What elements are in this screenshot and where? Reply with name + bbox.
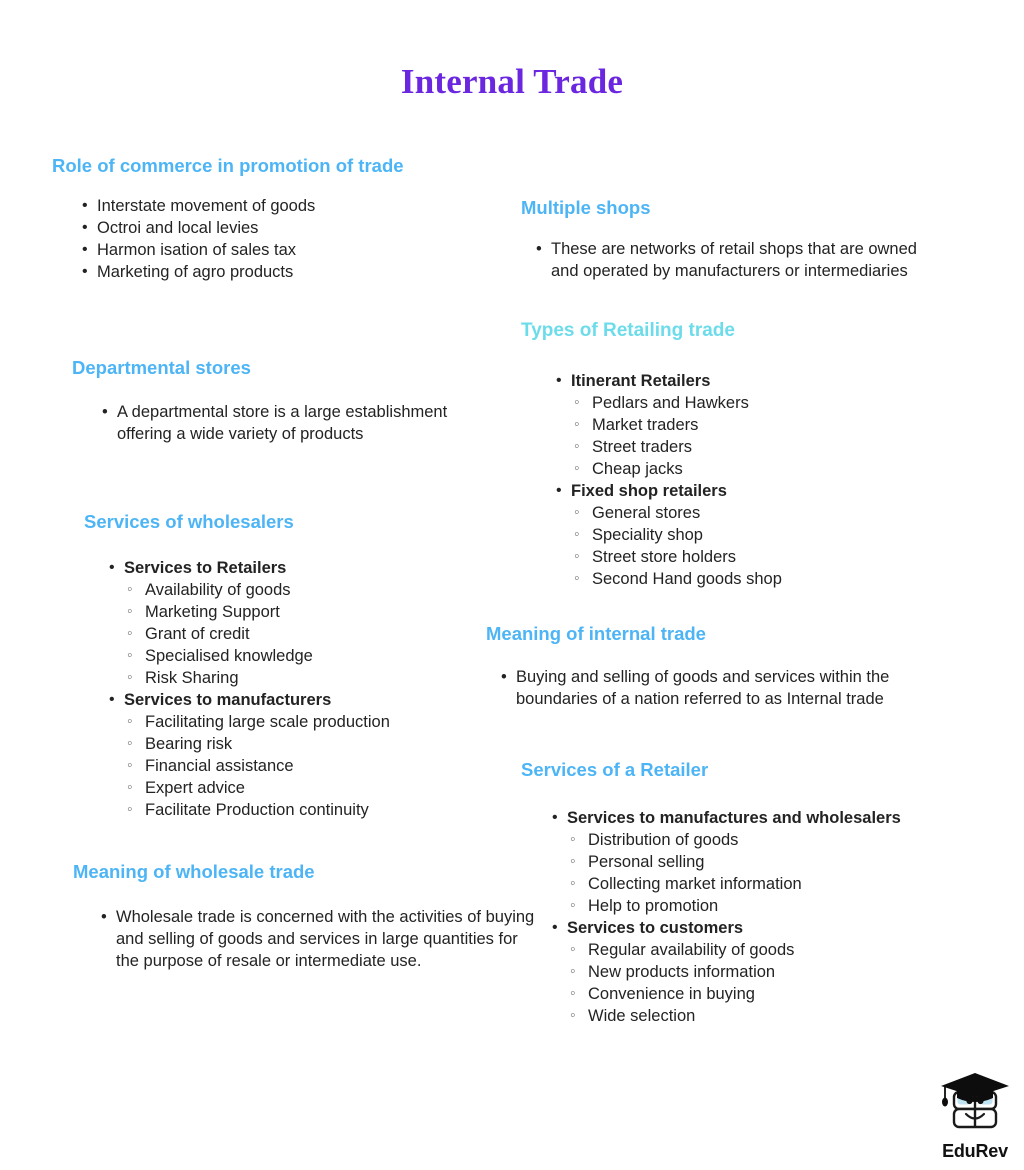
list-meaning-of-internal-trade [498, 666, 918, 710]
list-services-of-a-retailer [549, 807, 961, 1027]
list-item: • Buying and selling of goods and services within the boundaries of a nation referred to as Internal trade [498, 666, 918, 710]
list-services-of-wholesalers [106, 557, 504, 821]
sublist-item: ◦ Risk Sharing [124, 667, 504, 689]
sublist-item: ◦ Pedlars and Hawkers [571, 392, 951, 414]
sublist-item: ◦ Grant of credit [124, 623, 504, 645]
section-role-of-commerce [52, 155, 472, 283]
group-label: • Services to manufactures and wholesalers [567, 809, 901, 828]
list-meaning-of-wholesale-trade [98, 906, 543, 972]
section-heading-services-of-wholesalers: Services of wholesalers [84, 511, 294, 532]
list-types-of-retailing-trade [553, 370, 951, 590]
sublist-item: ◦ Street traders [571, 436, 951, 458]
list-item-label: • Octroi and local levies [97, 219, 259, 238]
sublist-item: ◦ Collecting market information [567, 873, 961, 895]
sublist [124, 711, 504, 821]
group-label: • Services to customers [567, 919, 744, 938]
list-item [79, 195, 472, 217]
section-services-of-a-retailer [521, 759, 961, 1027]
section-meaning-of-internal-trade [486, 623, 926, 710]
list-item: • These are networks of retail shops that are owned and operated by manufacturers or intermediaries [533, 238, 945, 282]
list-item-label: • Marketing of agro products [97, 263, 294, 282]
section-heading-role-of-commerce: Role of commerce in promotion of trade [52, 155, 404, 176]
section-heading-types-of-retailing-trade: Types of Retailing trade [521, 320, 735, 341]
sublist-item: ◦ Specialised knowledge [124, 645, 504, 667]
section-heading-services-of-a-retailer: Services of a Retailer [521, 759, 709, 780]
sublist-item: ◦ Bearing risk [124, 733, 504, 755]
sublist [567, 829, 961, 917]
sublist-item: ◦ Regular availability of goods [567, 939, 961, 961]
list-item-label: • Harmon isation of sales tax [97, 241, 297, 260]
list-item-group [549, 807, 961, 917]
sublist-item: ◦ Distribution of goods [567, 829, 961, 851]
sublist-item: ◦ New products information [567, 961, 961, 983]
sublist [567, 939, 961, 1027]
list-item-group [106, 557, 504, 689]
sublist-item: ◦ Help to promotion [567, 895, 961, 917]
section-departmental-stores [72, 357, 472, 445]
sublist-item: ◦ Wide selection [567, 1005, 961, 1027]
list-item [79, 217, 472, 239]
list-item-group [106, 689, 504, 821]
sublist-item: ◦ Availability of goods [124, 579, 504, 601]
sublist-item: ◦ General stores [571, 502, 951, 524]
section-heading-departmental-stores: Departmental stores [72, 357, 251, 378]
list-item: • Wholesale trade is concerned with the activities of buying and selling of goods and services in large quantities for the purpose of resale or intermediate use. [98, 906, 543, 972]
group-label: • Services to Retailers [124, 559, 287, 578]
sublist [124, 579, 504, 689]
list-item-label: • Interstate movement of goods [97, 197, 316, 216]
sublist-item: ◦ Cheap jacks [571, 458, 951, 480]
section-types-of-retailing-trade [521, 320, 951, 590]
section-heading-meaning-of-wholesale-trade: Meaning of wholesale trade [73, 861, 315, 882]
sublist-item: ◦ Financial assistance [124, 755, 504, 777]
group-label: • Itinerant Retailers [571, 371, 711, 390]
list-item-group [549, 917, 961, 1027]
edurev-logo-icon [937, 1066, 1013, 1140]
sublist-item: ◦ Marketing Support [124, 601, 504, 623]
page-title: Internal Trade [400, 62, 624, 101]
group-label: • Fixed shop retailers [571, 481, 727, 500]
sublist-item: ◦ Market traders [571, 414, 951, 436]
sublist-item: ◦ Facilitate Production continuity [124, 799, 504, 821]
list-item-group [553, 370, 951, 480]
sublist [571, 392, 951, 480]
list-multiple-shops [533, 238, 945, 282]
sublist [571, 502, 951, 590]
list-departmental-stores [99, 401, 459, 445]
sublist-item: ◦ Expert advice [124, 777, 504, 799]
sublist-item: ◦ Speciality shop [571, 524, 951, 546]
section-heading-multiple-shops: Multiple shops [521, 197, 651, 218]
list-item: • A departmental store is a large establishment offering a wide variety of products [99, 401, 459, 445]
edurev-brand-label: EduRev [942, 1141, 1008, 1161]
sublist-item: ◦ Facilitating large scale production [124, 711, 504, 733]
edurev-watermark [930, 1066, 1020, 1166]
list-item-group [553, 480, 951, 590]
section-services-of-wholesalers [84, 511, 504, 821]
list-item [79, 239, 472, 261]
group-label: • Services to manufacturers [124, 691, 332, 710]
section-heading-meaning-of-internal-trade: Meaning of internal trade [486, 623, 706, 644]
section-meaning-of-wholesale-trade [73, 861, 543, 972]
sublist-item: ◦ Personal selling [567, 851, 961, 873]
sublist-item: ◦ Convenience in buying [567, 983, 961, 1005]
list-item [79, 261, 472, 283]
list-role-of-commerce [79, 195, 472, 283]
sublist-item: ◦ Second Hand goods shop [571, 568, 951, 590]
sublist-item: ◦ Street store holders [571, 546, 951, 568]
section-multiple-shops [521, 197, 951, 282]
